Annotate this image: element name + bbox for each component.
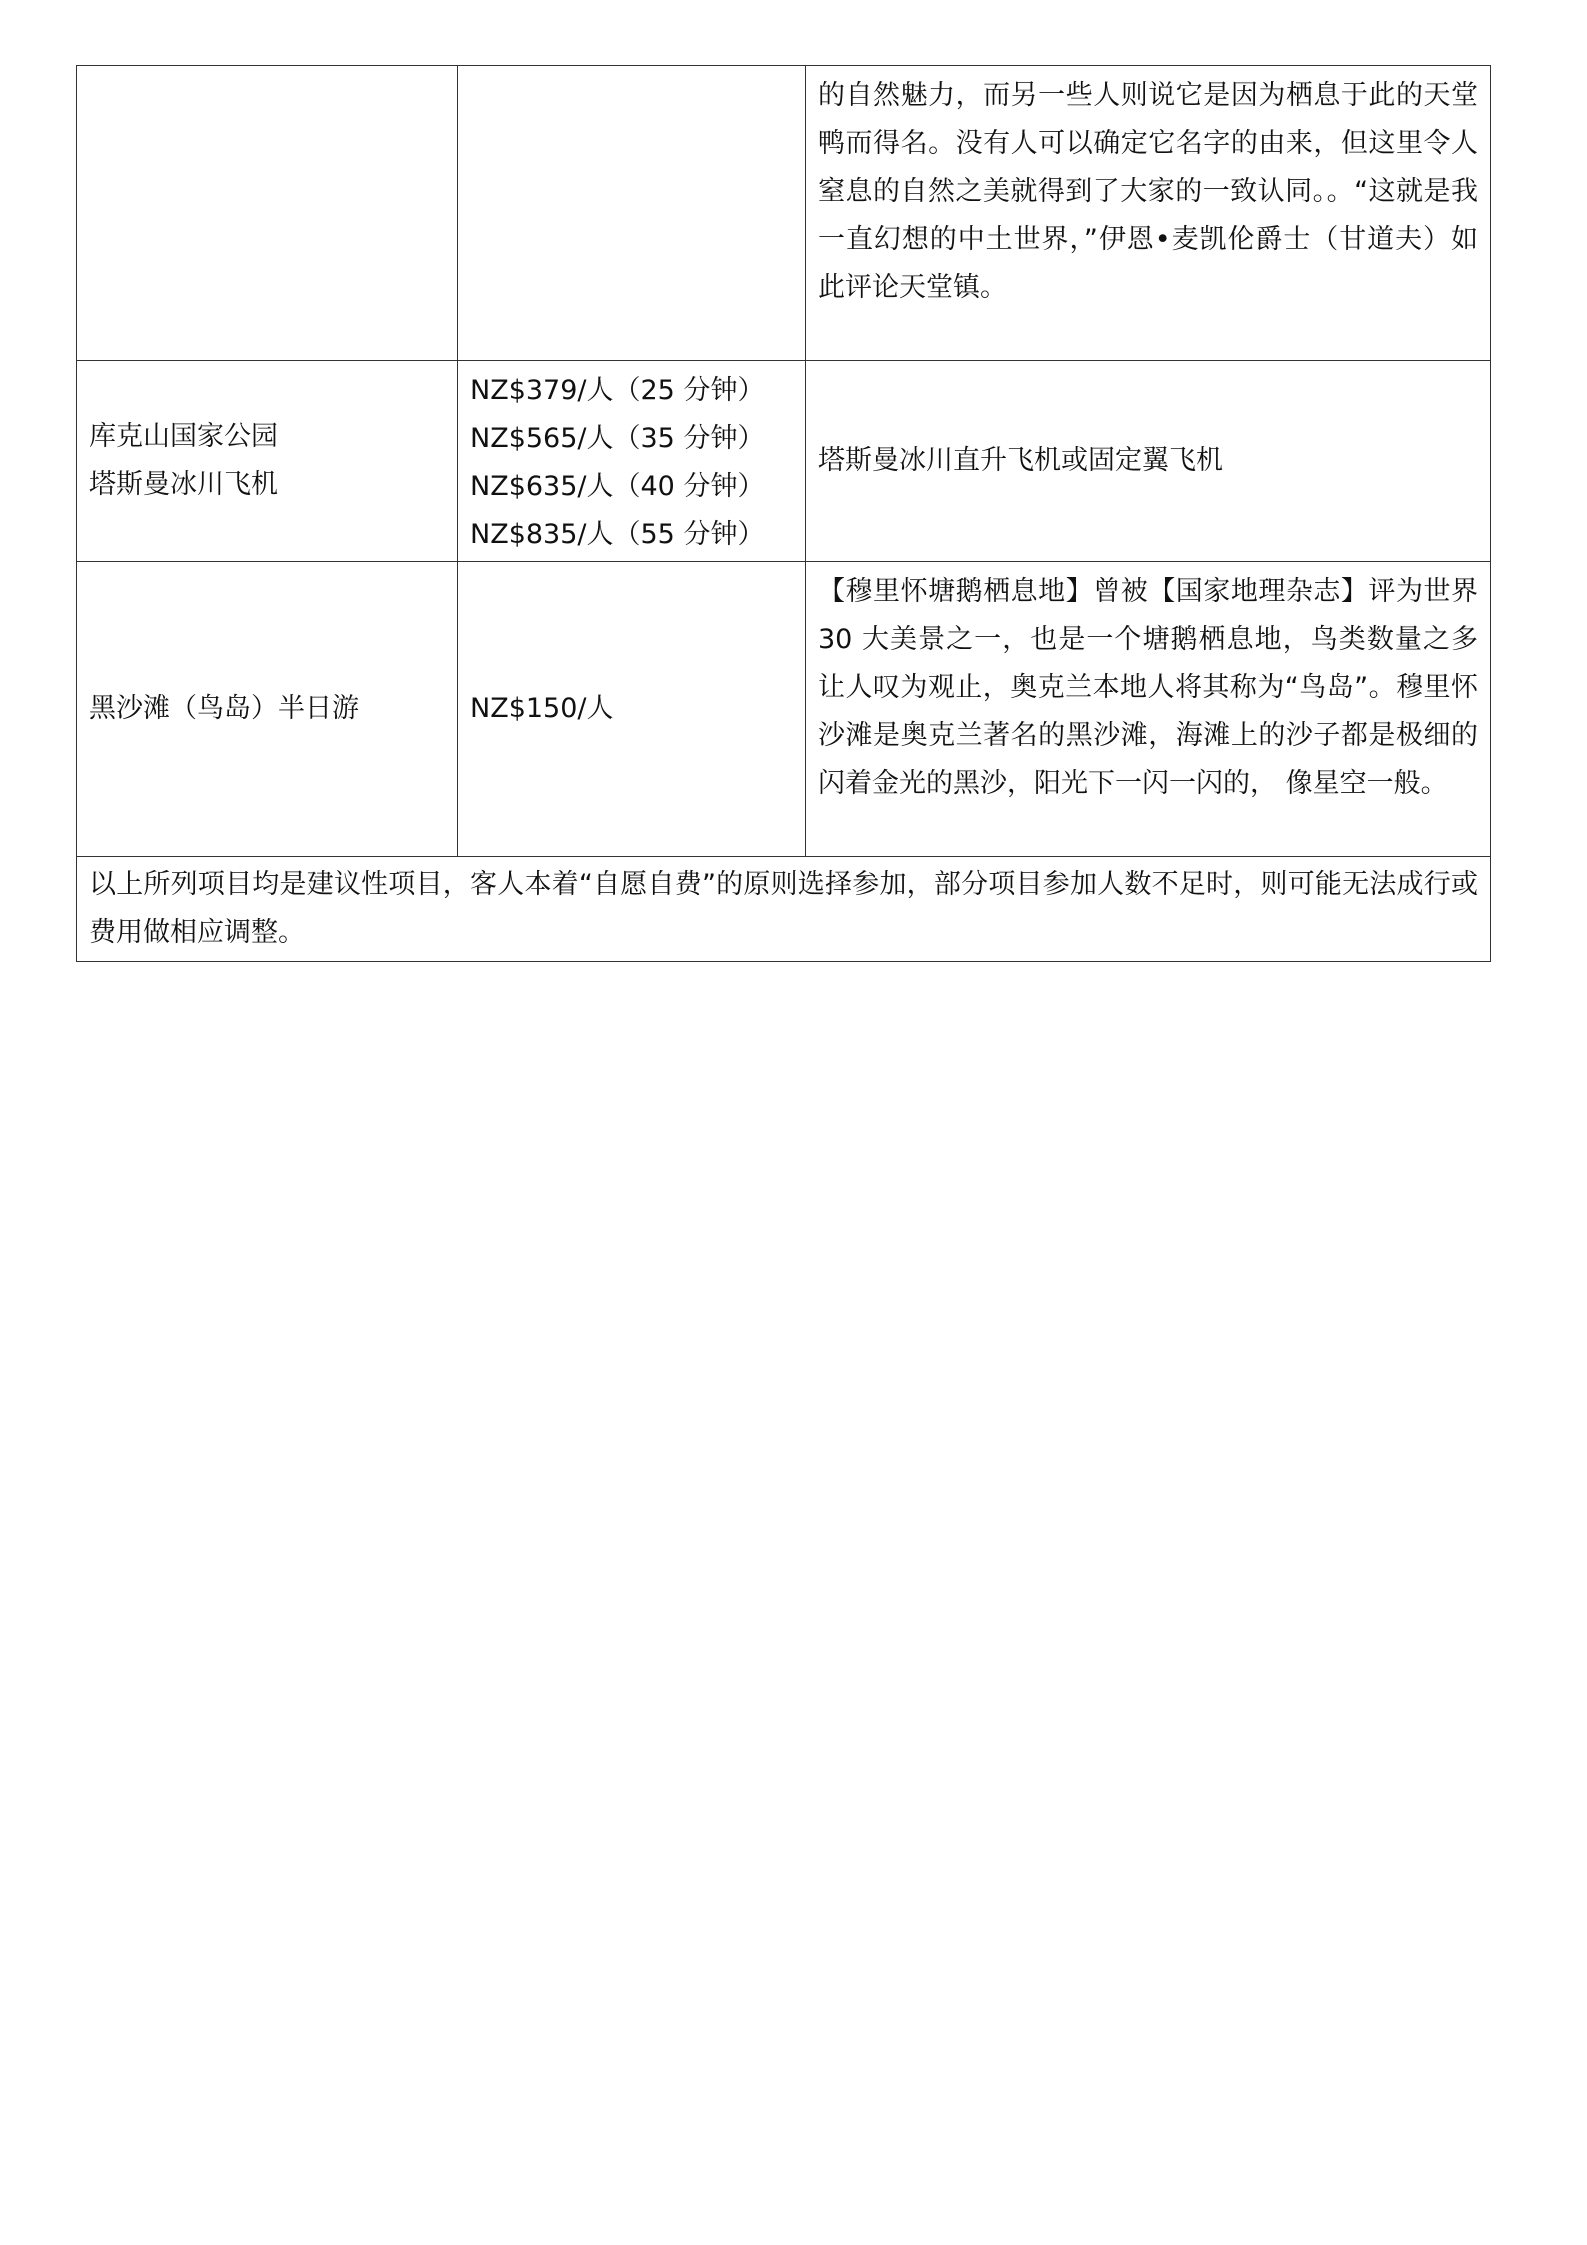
price-line: NZ$835/人（55 分钟）	[470, 519, 765, 550]
table-row	[77, 66, 1491, 361]
optional-activities-table	[76, 65, 1491, 962]
activity-price-cell	[458, 562, 806, 857]
activity-name-line: 黑沙滩（鸟岛）半日游	[89, 693, 359, 724]
activity-description-cell: 塔斯曼冰川直升飞机或固定翼飞机	[806, 361, 1491, 562]
activity-name-line: 塔斯曼冰川飞机	[89, 469, 278, 500]
activity-price-cell	[458, 66, 806, 361]
activity-description-cell: 【穆里怀塘鹅栖息地】曾被【国家地理杂志】评为世界 30 大美景之一，也是一个塘鹅栖息地，鸟类数量之多让人叹为观止，奥克兰本地人将其称为“鸟岛”。穆里怀沙滩是奥克兰著名的黑沙滩，海滩上的沙子都是极细的闪着金光的黑沙，阳光下一闪一闪的， 像星空一般。	[806, 562, 1491, 857]
price-line: NZ$150/人	[470, 693, 614, 724]
price-line: NZ$635/人（40 分钟）	[470, 471, 765, 502]
activity-name-cell	[77, 562, 458, 857]
activity-name-cell	[77, 66, 458, 361]
table-row	[77, 562, 1491, 857]
activity-price-cell	[458, 361, 806, 562]
disclaimer-note: 以上所列项目均是建议性项目，客人本着“自愿自费”的原则选择参加，部分项目参加人数不足时，则可能无法成行或费用做相应调整。	[77, 857, 1491, 962]
activity-name-line: 库克山国家公园	[89, 421, 278, 452]
table-row	[77, 361, 1491, 562]
price-line: NZ$379/人（25 分钟）	[470, 375, 765, 406]
activity-description-cell: 的自然魅力，而另一些人则说它是因为栖息于此的天堂鸭而得名。没有人可以确定它名字的由来，但这里令人窒息的自然之美就得到了大家的一致认同。。“这就是我一直幻想的中土世界，”伊恩•麦凯伦爵士（甘道夫）如此评论天堂镇。	[806, 66, 1491, 361]
price-line: NZ$565/人（35 分钟）	[470, 423, 765, 454]
table-row	[77, 857, 1491, 962]
activity-name-cell	[77, 361, 458, 562]
